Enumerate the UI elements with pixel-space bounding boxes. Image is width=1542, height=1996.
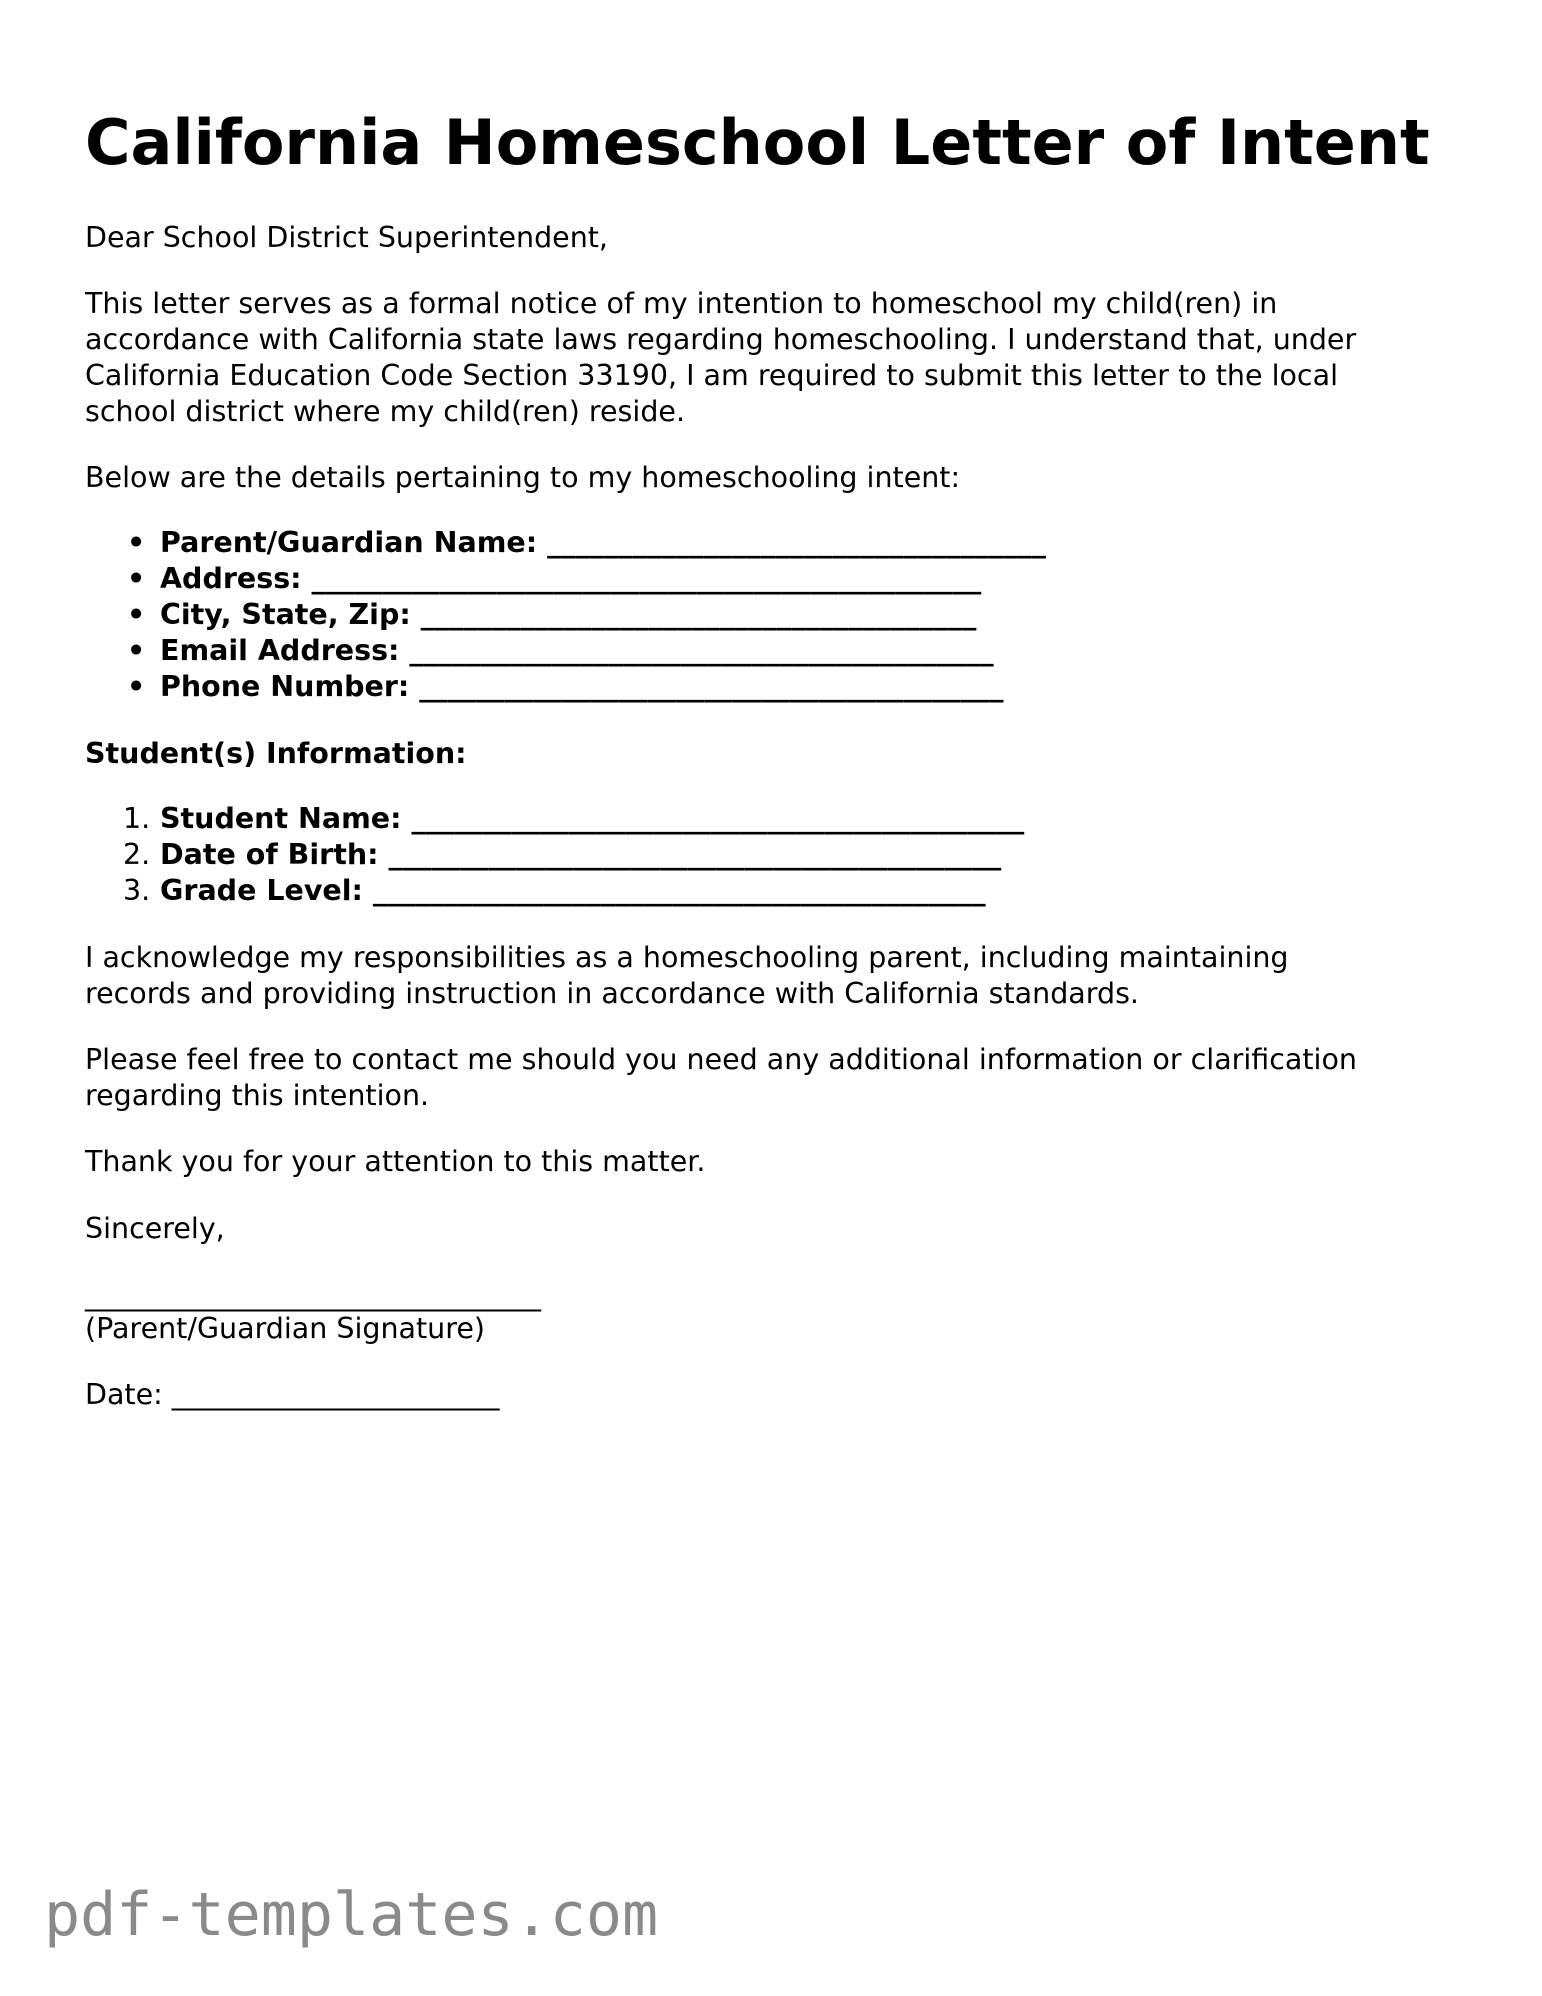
- list-item: [85, 597, 1046, 633]
- field-label: Student Name:: [160, 802, 402, 835]
- intro-line: This letter serves as a formal notice of my intention to homeschool my child(ren) in: [85, 287, 1278, 320]
- number-marker: 2.: [123, 838, 151, 871]
- field-label: Phone Number:: [160, 670, 410, 703]
- list-item: [85, 633, 1046, 669]
- bullet-marker: •: [127, 670, 146, 703]
- intro-line: California Education Code Section 33190, I am required to submit this letter to the local: [85, 359, 1338, 392]
- bullet-marker: •: [127, 526, 146, 559]
- bullet-marker: •: [127, 598, 146, 631]
- thanks-text: Thank you for your attention to this matter.: [85, 1145, 706, 1178]
- intro-paragraph: [85, 286, 1356, 430]
- acknowledge-line: records and providing instruction in accordance with California standards.: [85, 977, 1139, 1010]
- field-label: Date of Birth:: [160, 838, 379, 871]
- contact-line: Please feel free to contact me should you need any additional information or clarification: [85, 1043, 1357, 1076]
- field-label: Email Address:: [160, 634, 400, 667]
- field-label: Address:: [160, 562, 302, 595]
- signature-caption: (Parent/Guardian Signature): [85, 1312, 485, 1345]
- parent-fields-list: [85, 525, 1046, 705]
- student-fields-list: [85, 801, 1024, 909]
- watermark: pdf-templates.com: [44, 1880, 659, 1950]
- list-item: [85, 561, 1046, 597]
- grade-level-blank[interactable]: ___________________________________________: [362, 874, 986, 907]
- field-label: Grade Level:: [160, 874, 363, 907]
- number-marker: 1.: [123, 802, 151, 835]
- list-item: [85, 837, 1024, 873]
- acknowledge-line: I acknowledge my responsibilities as a homeschooling parent, including maintaining: [85, 941, 1289, 974]
- email-blank[interactable]: _________________________________________: [399, 634, 994, 667]
- list-item: [85, 525, 1046, 561]
- field-label: City, State, Zip:: [160, 598, 411, 631]
- signature-line[interactable]: ________________________________: [85, 1279, 541, 1312]
- list-item: [85, 801, 1024, 837]
- students-heading: Student(s) Information:: [85, 737, 467, 770]
- student-name-blank[interactable]: ___________________________________________: [401, 802, 1025, 835]
- page-title: California Homeschool Letter of Intent: [85, 106, 1430, 179]
- bullet-marker: •: [127, 562, 146, 595]
- acknowledge-paragraph: [85, 940, 1289, 1012]
- address-blank[interactable]: _______________________________________________: [301, 562, 982, 595]
- date-of-birth-blank[interactable]: ___________________________________________: [378, 838, 1002, 871]
- date-field[interactable]: Date: _______________________: [85, 1378, 500, 1411]
- intro-line: school district where my child(ren) reside.: [85, 395, 686, 428]
- details-intro: Below are the details pertaining to my homeschooling intent:: [85, 461, 961, 494]
- intro-line: accordance with California state laws regarding homeschooling. I understand that, under: [85, 323, 1357, 356]
- field-label: Parent/Guardian Name:: [160, 526, 538, 559]
- contact-line: regarding this intention.: [85, 1079, 430, 1112]
- bullet-marker: •: [127, 634, 146, 667]
- number-marker: 3.: [123, 874, 151, 907]
- closing-text: Sincerely,: [85, 1212, 225, 1245]
- salutation: Dear School District Superintendent,: [85, 221, 608, 254]
- city-state-zip-blank[interactable]: _______________________________________: [410, 598, 977, 631]
- parent-name-blank[interactable]: ___________________________________: [537, 526, 1046, 559]
- list-item: [85, 873, 1024, 909]
- phone-blank[interactable]: _________________________________________: [409, 670, 1004, 703]
- contact-paragraph: [85, 1042, 1357, 1114]
- list-item: [85, 669, 1046, 705]
